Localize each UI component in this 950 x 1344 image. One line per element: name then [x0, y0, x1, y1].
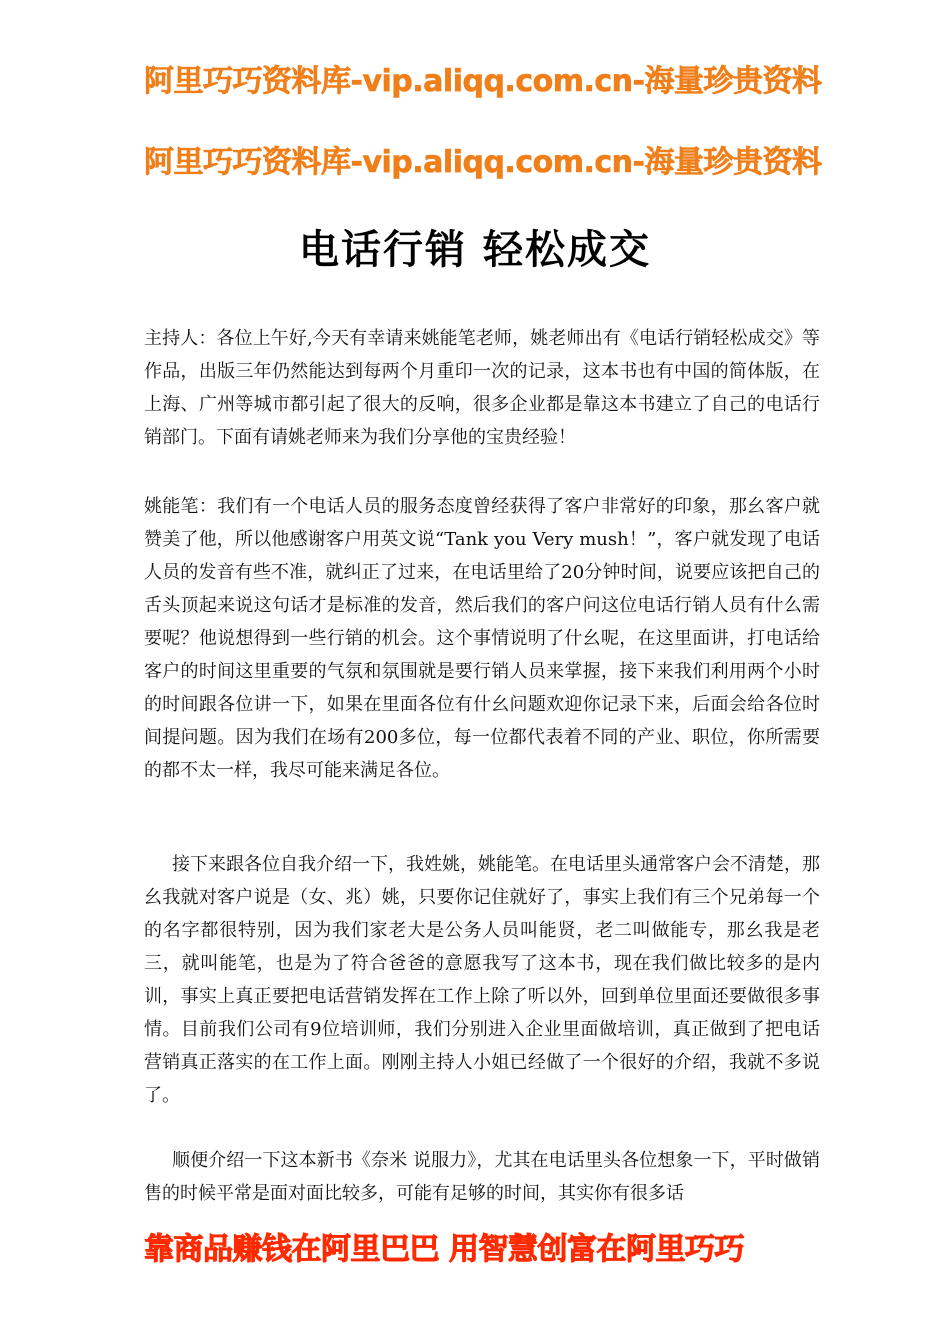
footer-banner: 靠商品赚钱在阿里巴巴 用智慧创富在阿里巧巧 — [144, 1232, 744, 1267]
header-banner-1: 阿里巧巧资料库-vip.aliqq.com.cn-海量珍贵资料 — [144, 64, 822, 99]
paragraph-yao-story: 姚能笔：我们有一个电话人员的服务态度曾经获得了客户非常好的印象，那幺客户就赞美了他，所以他感谢客户用英文说“Tank you Very mush！”，客户就发现了电话人员的发音有些不准，就纠正了过来，在电话里给了20分钟时间，说要应该把自己的舌头顶起来说这句话才是标准的发音，然后我们的客户问这位电话行销人员有什么需要呢？他说想得到一些行销的机会。这个事情说明了什幺呢，在这里面讲，打电话给客户的时间这里重要的气氛和氛围就是要行销人员来掌握，接下来我们利用两个小时的时间跟各位讲一下，如果在里面各位有什幺问题欢迎你记录下来，后面会给各位时间提问题。因为我们在场有200多位，每一位都代表着不同的产业、职位，你所需要的都不太一样，我尽可能来满足各位。 — [144, 496, 820, 781]
paragraph-self-intro: 接下来跟各位自我介绍一下，我姓姚，姚能笔。在电话里头通常客户会不清楚，那幺我就对客户说是（女、兆）姚，只要你记住就好了，事实上我们有三个兄弟每一个的名字都很特别，因为我们家老大是公务人员叫能贤，老二叫做能专，那幺我是老三，就叫能笔，也是为了符合爸爸的意愿我写了这本书，现在我们做比较多的是内训，事实上真正要把电话营销发挥在工作上除了听以外，回到单位里面还要做很多事情。目前我们公司有9位培训师，我们分别进入企业里面做培训，真正做到了把电话营销真正落实的在工作上面。刚刚主持人小姐已经做了一个很好的介绍，我就不多说了。 — [144, 854, 820, 1106]
paragraph-new-book: 顺便介绍一下这本新书《奈米 说服力》，尤其在电话里头各位想象一下，平时做销售的时候平常是面对面比较多，可能有足够的时间，其实你有很多话 — [144, 1150, 820, 1204]
header-banner-2: 阿里巧巧资料库-vip.aliqq.com.cn-海量珍贵资料 — [144, 145, 822, 180]
paragraph-host-intro: 主持人：各位上午好,今天有幸请来姚能笔老师，姚老师出有《电话行销轻松成交》等作品，出版三年仍然能达到每两个月重印一次的记录，这本书也有中国的简体版，在上海、广州等城市都引起了很大的反响，很多企业都是靠这本书建立了自己的电话行销部门。下面有请姚老师来为我们分享他的宝贵经验！ — [144, 328, 820, 448]
document-title: 电话行销 轻松成交 — [299, 227, 651, 273]
